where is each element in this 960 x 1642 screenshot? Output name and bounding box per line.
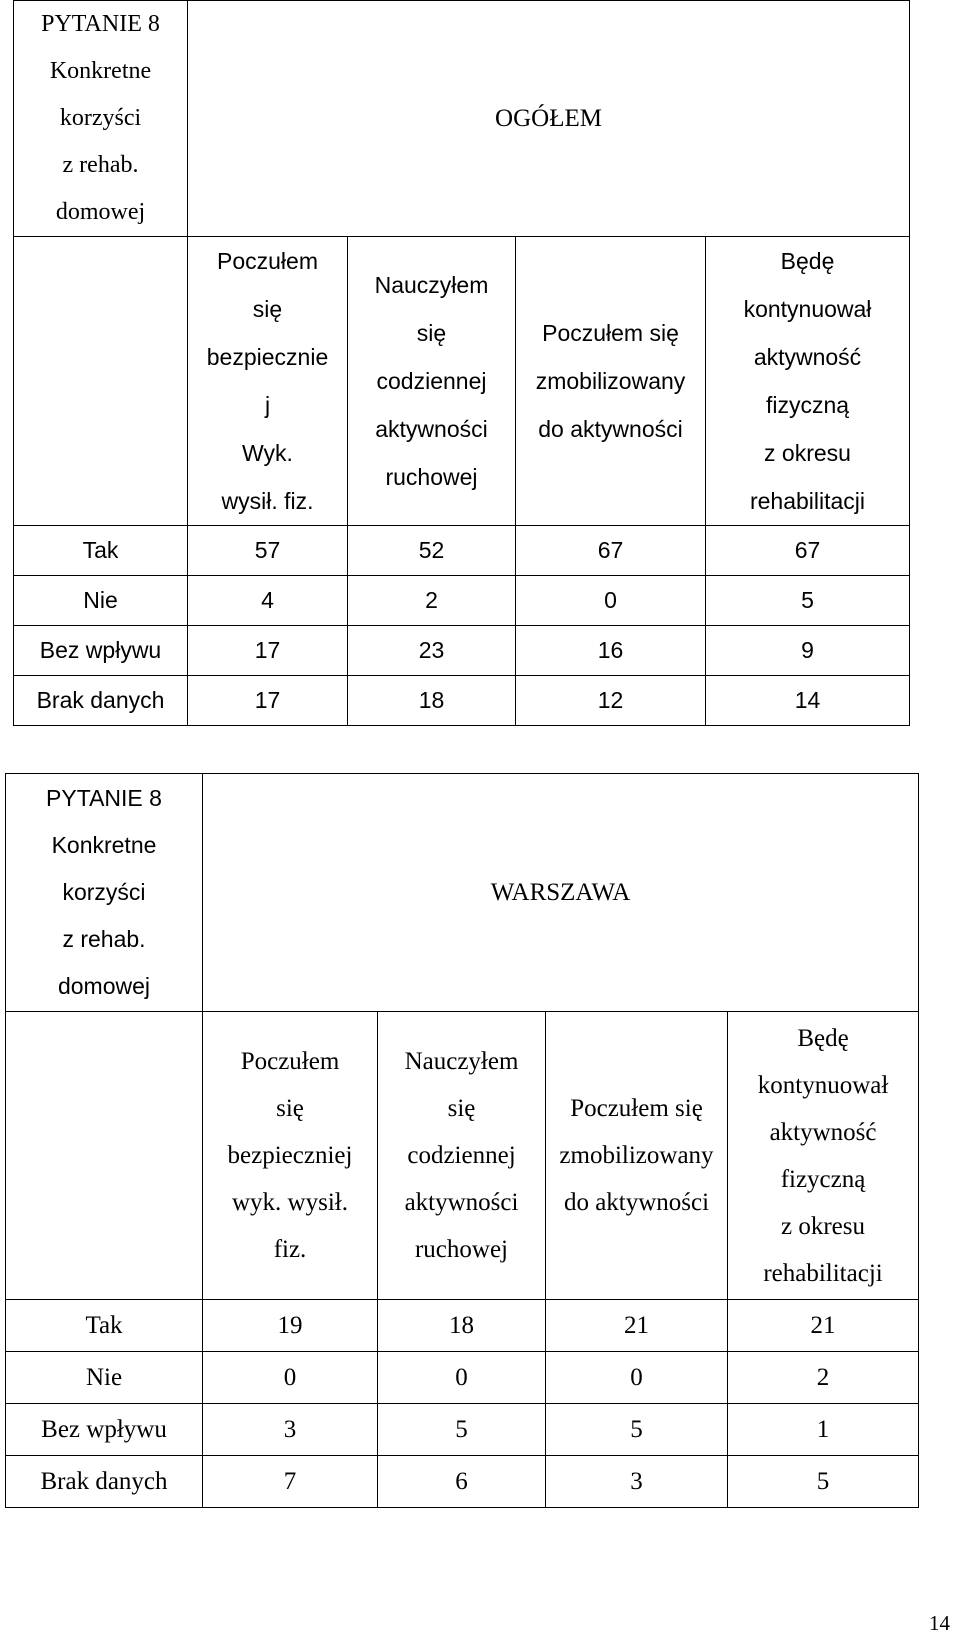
cell-value: 52 (348, 526, 516, 576)
column-header: Będę kontynuował aktywność fizyczną z okresu rehabilitacji (706, 237, 910, 526)
row-label: Nie (14, 576, 188, 626)
table-row (14, 576, 910, 626)
cell-value: 1 (728, 1404, 919, 1456)
table-row (6, 1352, 919, 1404)
cell-value: 17 (188, 676, 348, 726)
cell-value: 5 (706, 576, 910, 626)
column-header: Poczułem się bezpieczniej wyk. wysił. fiz. (203, 1012, 378, 1300)
page-number: 14 (929, 1611, 950, 1635)
cell-value: 0 (516, 576, 706, 626)
table-title: OGÓŁEM (188, 1, 910, 237)
cell-value: 17 (188, 626, 348, 676)
table-row (6, 1404, 919, 1456)
row-label: Tak (6, 1300, 203, 1352)
table-row (6, 1300, 919, 1352)
cell-value: 16 (516, 626, 706, 676)
row-label: Brak danych (14, 676, 188, 726)
cell-value: 5 (728, 1456, 919, 1508)
cell-value: 0 (546, 1352, 728, 1404)
cell-value: 18 (348, 676, 516, 726)
column-header: Poczułem się zmobilizowany do aktywności (516, 237, 706, 526)
cell-value: 0 (203, 1352, 378, 1404)
table-ogolem (13, 0, 910, 726)
row-label: Bez wpływu (6, 1404, 203, 1456)
cell-value: 2 (348, 576, 516, 626)
cell-value: 67 (516, 526, 706, 576)
column-header: Nauczyłem się codziennej aktywności ruchowej (348, 237, 516, 526)
row-label: Nie (6, 1352, 203, 1404)
empty-header-cell (6, 1012, 203, 1300)
cell-value: 3 (546, 1456, 728, 1508)
table-row (14, 676, 910, 726)
empty-header-cell (14, 237, 188, 526)
table-title: WARSZAWA (203, 774, 919, 1012)
row-label: Tak (14, 526, 188, 576)
question-cell: PYTANIE 8 Konkretne korzyści z rehab. domowej (14, 1, 188, 237)
table-row (6, 1456, 919, 1508)
cell-value: 9 (706, 626, 910, 676)
table-warszawa (5, 773, 919, 1508)
cell-value: 12 (516, 676, 706, 726)
cell-value: 4 (188, 576, 348, 626)
cell-value: 6 (378, 1456, 546, 1508)
cell-value: 7 (203, 1456, 378, 1508)
cell-value: 57 (188, 526, 348, 576)
cell-value: 21 (728, 1300, 919, 1352)
column-header: Będę kontynuował aktywność fizyczną z okresu rehabilitacji (728, 1012, 919, 1300)
cell-value: 0 (378, 1352, 546, 1404)
column-header: Poczułem się zmobilizowany do aktywności (546, 1012, 728, 1300)
cell-value: 67 (706, 526, 910, 576)
column-header: Poczułem się bezpiecznie j Wyk. wysił. fiz. (188, 237, 348, 526)
row-label: Bez wpływu (14, 626, 188, 676)
cell-value: 3 (203, 1404, 378, 1456)
cell-value: 18 (378, 1300, 546, 1352)
table-row (14, 526, 910, 576)
cell-value: 19 (203, 1300, 378, 1352)
column-header: Nauczyłem się codziennej aktywności ruchowej (378, 1012, 546, 1300)
question-cell: PYTANIE 8 Konkretne korzyści z rehab. domowej (6, 774, 203, 1012)
cell-value: 21 (546, 1300, 728, 1352)
cell-value: 5 (546, 1404, 728, 1456)
cell-value: 5 (378, 1404, 546, 1456)
cell-value: 14 (706, 676, 910, 726)
cell-value: 23 (348, 626, 516, 676)
row-label: Brak danych (6, 1456, 203, 1508)
cell-value: 2 (728, 1352, 919, 1404)
table-row (14, 626, 910, 676)
